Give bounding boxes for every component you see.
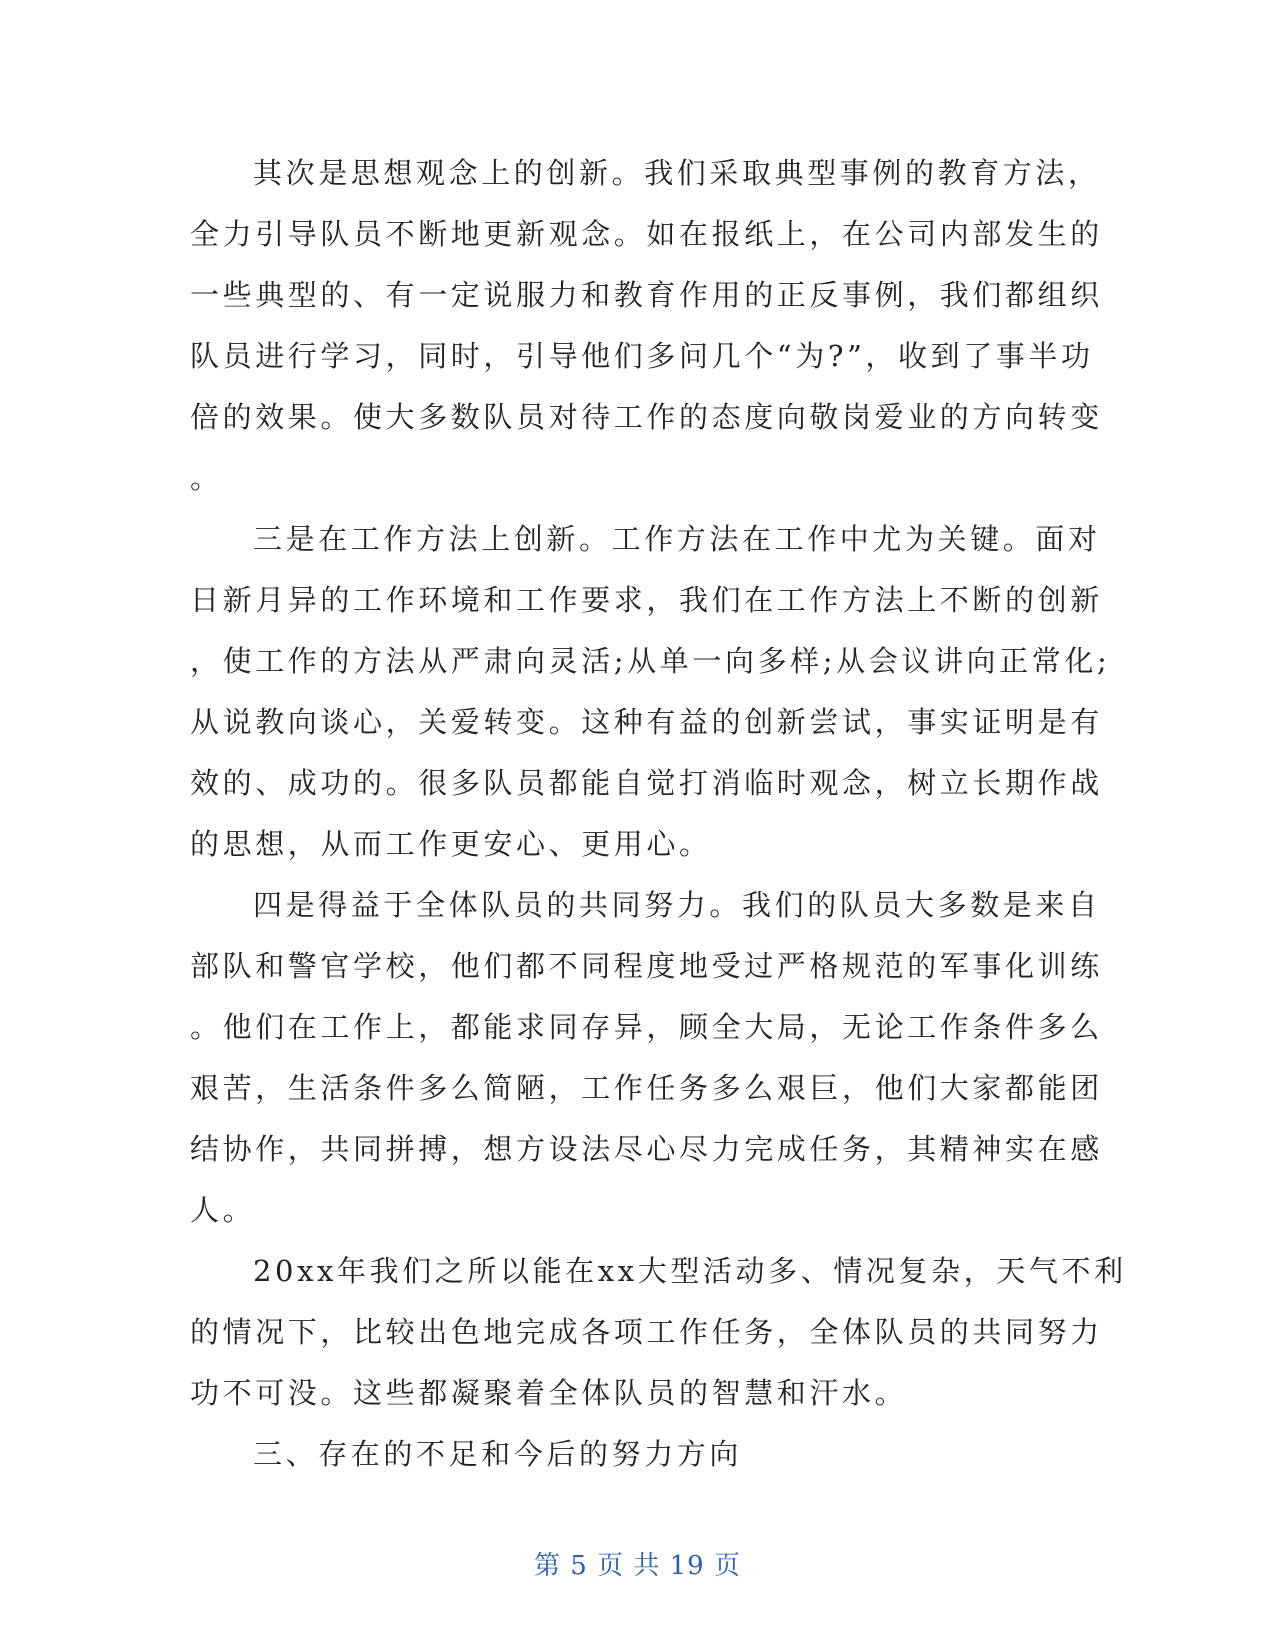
- text-line: 结协作，共同拼搏，想方设法尽心尽力完成任务，其精神实在感: [190, 1132, 1103, 1166]
- text-line: 日新月异的工作环境和工作要求，我们在工作方法上不断的创新: [190, 583, 1103, 617]
- text-line: 人。: [190, 1193, 256, 1227]
- text-line: 三是在工作方法上创新。工作方法在工作中尤为关键。面对: [253, 522, 1101, 556]
- text-line: 部队和警官学校，他们都不同程度地受过严格规范的军事化训练: [190, 949, 1103, 983]
- text-line: 。他们在工作上，都能求同存异，顾全大局，无论工作条件多么: [190, 1010, 1103, 1044]
- text-line: 一些典型的、有一定说服力和教育作用的正反事例，我们都组织: [190, 278, 1103, 312]
- page-number-footer: 第 5 页 共 19 页: [534, 1551, 741, 1581]
- text-line: 20xx年我们之所以能在xx大型活动多、情况复杂，天气不利: [253, 1254, 1127, 1288]
- text-line: 功不可没。这些都凝聚着全体队员的智慧和汗水。: [190, 1376, 908, 1410]
- text-line: 。: [190, 461, 223, 495]
- text-line: 艰苦，生活条件多么简陋，工作任务多么艰巨，他们大家都能团: [190, 1071, 1103, 1105]
- text-line: 队员进行学习，同时，引导他们多问几个“为?”，收到了事半功: [190, 339, 1094, 373]
- text-line: 全力引导队员不断地更新观念。如在报纸上，在公司内部发生的: [190, 217, 1103, 251]
- section-heading: 三、存在的不足和今后的努力方向: [253, 1437, 743, 1471]
- text-line: ，使工作的方法从严肃向灵活;从单一向多样;从会议讲向正常化;: [190, 644, 1111, 678]
- text-line: 四是得益于全体队员的共同努力。我们的队员大多数是来自: [253, 888, 1101, 922]
- text-line: 效的、成功的。很多队员都能自觉打消临时观念，树立长期作战: [190, 766, 1103, 800]
- text-line: 的情况下，比较出色地完成各项工作任务，全体队员的共同努力: [190, 1315, 1103, 1349]
- text-line: 的思想，从而工作更安心、更用心。: [190, 827, 712, 861]
- text-line: 倍的效果。使大多数队员对待工作的态度向敬岗爱业的方向转变: [190, 400, 1103, 434]
- text-line: 其次是思想观念上的创新。我们采取典型事例的教育方法，: [253, 156, 1101, 190]
- document-body: [190, 150, 1127, 1492]
- text-line: 从说教向谈心，关爱转变。这种有益的创新尝试，事实证明是有: [190, 705, 1103, 739]
